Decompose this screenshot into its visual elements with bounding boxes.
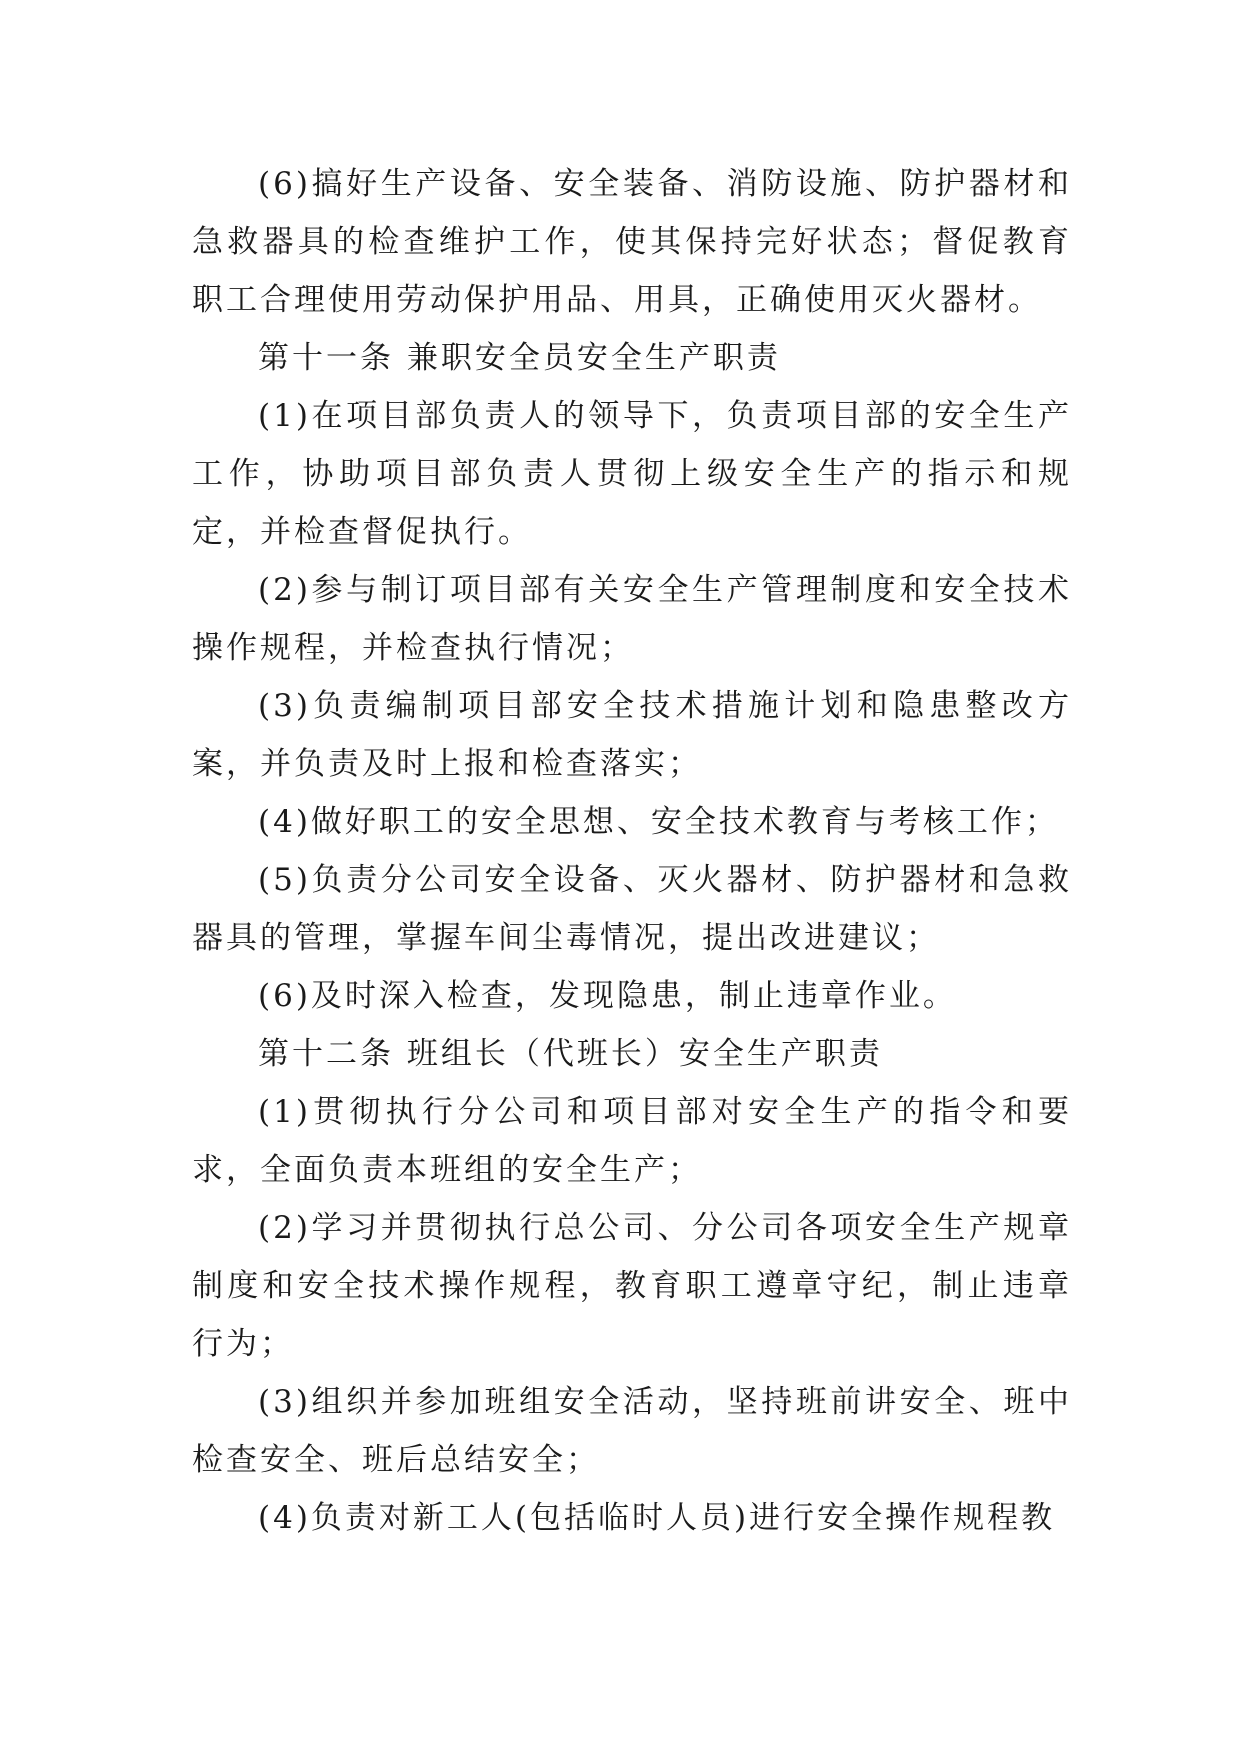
article-12-heading: 第十二条 班组长（代班长）安全生产职责 <box>258 1036 883 1072</box>
paragraph-item-3-safety-officer: (3)负责编制项目部安全技术措施计划和隐患整改方案，并负责及时上报和检查落实； <box>192 688 1072 782</box>
paragraph-item-2-safety-officer: (2)参与制订项目部有关安全生产管理制度和安全技术操作规程，并检查执行情况； <box>192 572 1072 666</box>
paragraph-item-1-team-leader: (1)贯彻执行分公司和项目部对安全生产的指令和要求，全面负责本班组的安全生产； <box>192 1094 1072 1188</box>
paragraph-item-4-team-leader: (4)负责对新工人(包括临时人员)进行安全操作规程教 <box>258 1500 1056 1536</box>
paragraph-item-4-safety-officer: (4)做好职工的安全思想、安全技术教育与考核工作； <box>258 804 1059 840</box>
document-body <box>192 155 1072 1547</box>
paragraph-item-2-team-leader: (2)学习并贯彻执行总公司、分公司各项安全生产规章制度和安全技术操作规程，教育职工遵章守纪，制止违章行为； <box>192 1210 1072 1362</box>
paragraph-item-3-team-leader: (3)组织并参加班组安全活动，坚持班前讲安全、班中检查安全、班后总结安全； <box>192 1384 1072 1478</box>
paragraph-item-1-safety-officer: (1)在项目部负责人的领导下，负责项目部的安全生产工作，协助项目部负责人贯彻上级安全生产的指示和规定，并检查督促执行。 <box>192 398 1072 550</box>
paragraph-item-6-maintenance: (6)搞好生产设备、安全装备、消防设施、防护器材和急救器具的检查维护工作，使其保持完好状态；督促教育职工合理使用劳动保护用品、用具，正确使用灭火器材。 <box>192 166 1072 318</box>
paragraph-item-5-safety-officer: (5)负责分公司安全设备、灭火器材、防护器材和急救器具的管理，掌握车间尘毒情况，提出改进建议； <box>192 862 1072 956</box>
paragraph-item-6-safety-officer: (6)及时深入检查，发现隐患，制止违章作业。 <box>258 978 957 1014</box>
article-11-heading: 第十一条 兼职安全员安全生产职责 <box>258 340 781 376</box>
